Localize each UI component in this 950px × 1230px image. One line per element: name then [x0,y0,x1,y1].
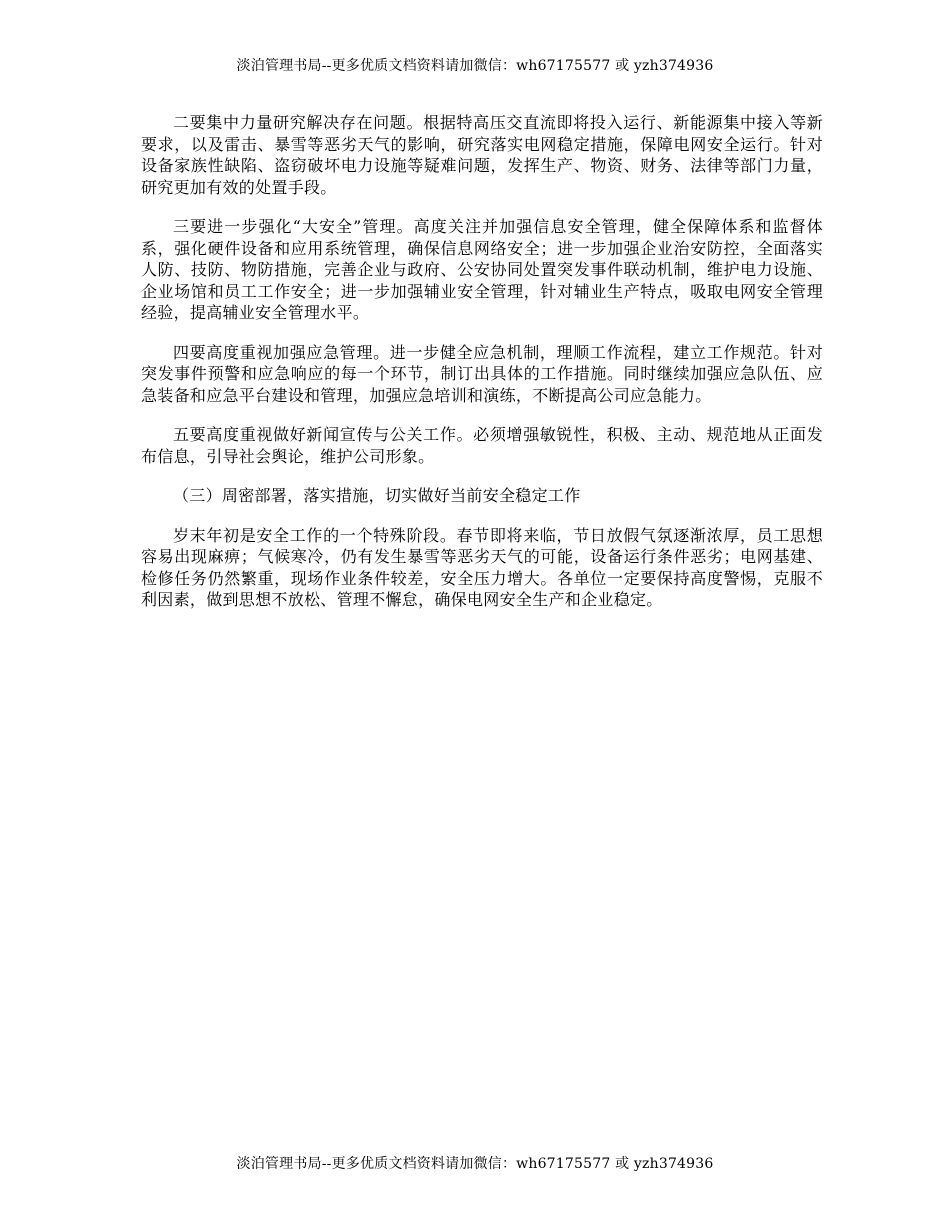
page-header: 淡泊管理书局--更多优质文档资料请加微信：wh67175577 或 yzh374936 [236,58,714,74]
paragraph-item-5: 五要高度重视做好新闻宣传与公关工作。必须增强敏锐性，积极、主动、规范地从正面发布信息，引导社会舆论，维护公司形象。 [141,425,823,466]
paragraph-item-3: 三要进一步强化“大安全”管理。高度关注并加强信息安全管理，健全保障体系和监督体系，强化硬件设备和应用系统管理，确保信息网络安全；进一步加强企业治安防控，全面落实人防、技防、物防措施，完善企业与政府、公安协同处置突发事件联动机制，维护电力设施、企业场馆和员工工作安全；进一步加强辅业安全管理，针对辅业生产特点，吸取电网安全管理经验，提高辅业安全管理水平。 [141,217,823,322]
section-heading: （三）周密部署，落实措施，切实做好当前安全稳定工作 [173,486,581,505]
paragraph-year-end: 岁末年初是安全工作的一个特殊阶段。春节即将来临，节日放假气氛逐渐浓厚，员工思想容易出现麻痹；气候寒冷，仍有发生暴雪等恶劣天气的可能，设备运行条件恶劣；电网基建、检修任务仍然繁重，现场作业条件较差，安全压力增大。各单位一定要保持高度警惕，克服不利因素，做到思想不放松、管理不懈怠，确保电网安全生产和企业稳定。 [141,525,823,609]
paragraph-item-4: 四要高度重视加强应急管理。进一步健全应急机制，理顺工作流程，建立工作规范。针对突发事件预警和应急响应的每一个环节，制订出具体的工作措施。同时继续加强应急队伍、应急装备和应急平台建设和管理，加强应急培训和演练，不断提高公司应急能力。 [141,342,823,405]
paragraph-item-2: 二要集中力量研究解决存在问题。根据特高压交直流即将投入运行、新能源集中接入等新要求，以及雷击、暴雪等恶劣天气的影响，研究落实电网稳定措施，保障电网安全运行。针对设备家族性缺陷、盗窃破坏电力设施等疑难问题，发挥生产、物资、财务、法律等部门力量，研究更加有效的处置手段。 [141,113,823,197]
page-footer: 淡泊管理书局--更多优质文档资料请加微信：wh67175577 或 yzh374936 [236,1156,714,1172]
document-body [141,112,823,629]
